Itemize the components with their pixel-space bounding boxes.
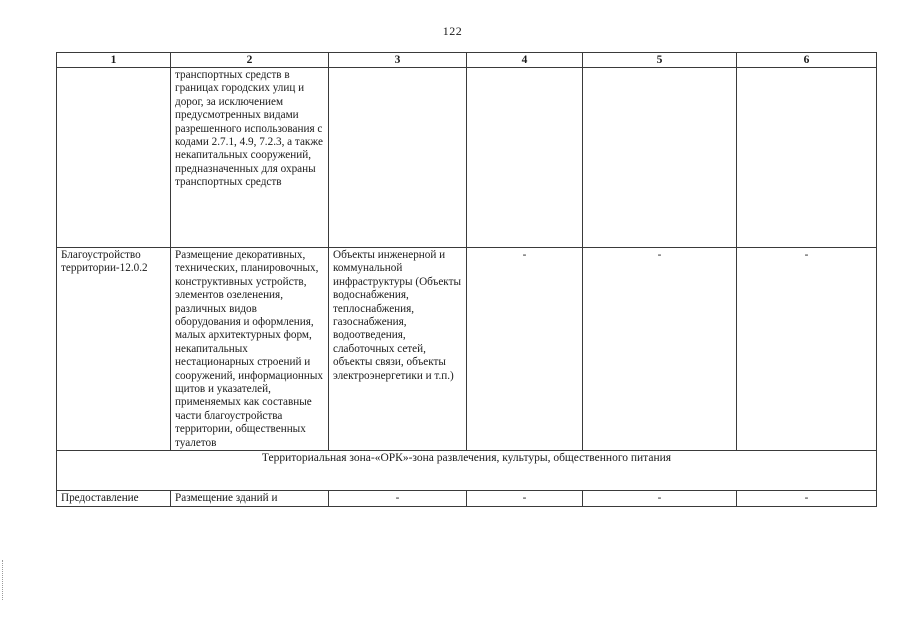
regulation-table bbox=[56, 52, 877, 507]
header-col-3: 3 bbox=[329, 53, 467, 68]
page-number: 122 bbox=[442, 24, 463, 38]
header-row bbox=[57, 53, 877, 68]
cell-col4-value: - bbox=[467, 248, 583, 451]
cell-col5-value: - bbox=[583, 491, 737, 506]
cell-empty bbox=[737, 68, 877, 248]
zone-title-row bbox=[57, 451, 877, 491]
cell-col6-value: - bbox=[737, 248, 877, 451]
table-row-last bbox=[57, 491, 877, 506]
zone-title: Территориальная зона-«ОРК»-зона развлечения, культуры, общественного питания bbox=[57, 451, 877, 491]
cell-empty bbox=[467, 68, 583, 248]
cell-auxiliary-objects: Объекты инженерной и коммунальной инфраструктуры (Объекты водоснабжения, теплоснабжения, газоснабжения, водоотведения, слаботочных сетей, объекты связи, объекты электроэнергетики и т.п.) bbox=[329, 248, 467, 451]
cell-use-description: Размещение декоративных, технических, планировочных, конструктивных устройств, элементов озеленения, различных видов оборудования и оформления, малых архитектурных форм, некапитальных нестационарных строений и сооружений, информационных щитов и указателей, применяемых как составные части благоустройства территории, общественных туалетов bbox=[171, 248, 329, 451]
header-col-5: 5 bbox=[583, 53, 737, 68]
cell-col3-value: - bbox=[329, 491, 467, 506]
table-row-continuation bbox=[57, 68, 877, 248]
header-col-1: 1 bbox=[57, 53, 171, 68]
cell-col4-value: - bbox=[467, 491, 583, 506]
header-col-4: 4 bbox=[467, 53, 583, 68]
scan-margin-mark bbox=[2, 560, 5, 600]
cell-use-description: Размещение зданий и bbox=[171, 491, 329, 506]
cell-col6-value: - bbox=[737, 491, 877, 506]
header-col-2: 2 bbox=[171, 53, 329, 68]
cell-empty bbox=[57, 68, 171, 248]
cell-use-type: Благоустройство территории-12.0.2 bbox=[57, 248, 171, 451]
cell-empty bbox=[329, 68, 467, 248]
header-col-6: 6 bbox=[737, 53, 877, 68]
cell-empty bbox=[583, 68, 737, 248]
cell-continuation-description: транспортных средств в границах городских улиц и дорог, за исключением предусмотренных видами разрешенного использования с кодами 2.7.1, 4.9, 7.2.3, а также некапитальных сооружений, предназначенных для охраны транспортных средств bbox=[171, 68, 329, 248]
cell-use-type: Предоставление bbox=[57, 491, 171, 506]
table-row-blagoustroystvo bbox=[57, 248, 877, 451]
cell-col5-value: - bbox=[583, 248, 737, 451]
